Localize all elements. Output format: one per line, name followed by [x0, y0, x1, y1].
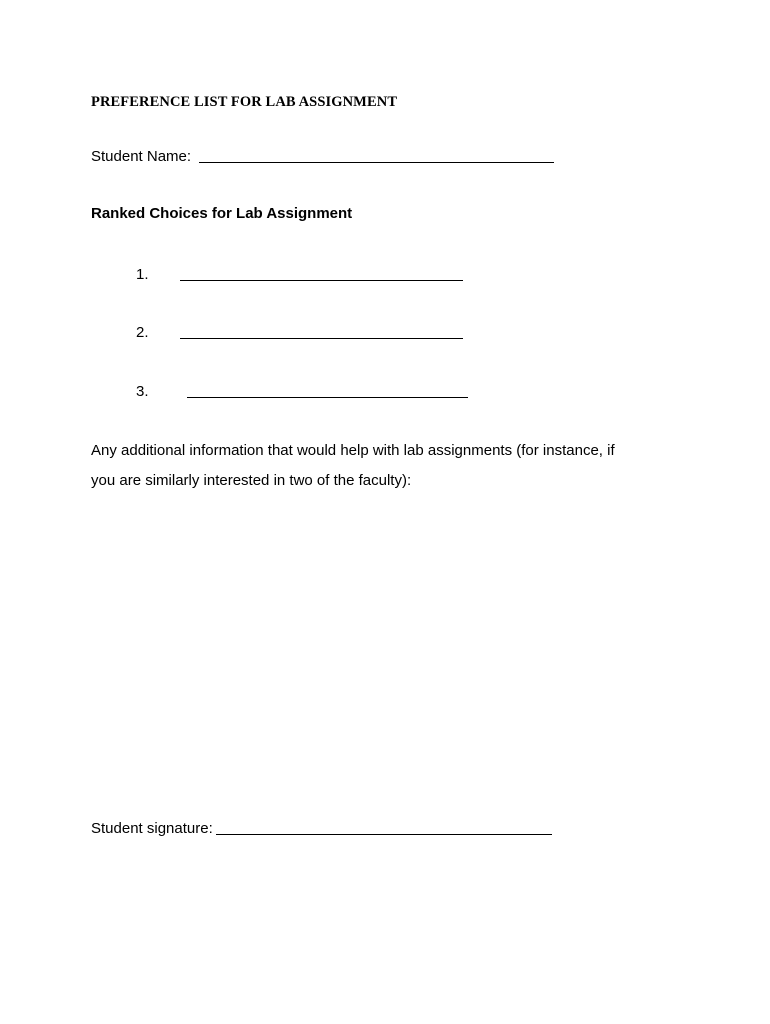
additional-info-prompt — [91, 436, 711, 496]
choice-number: 3. — [136, 383, 149, 400]
choice-number: 1. — [136, 266, 149, 283]
choice-field-2[interactable] — [180, 324, 463, 339]
student-name-field[interactable] — [199, 148, 554, 163]
additional-info-line: Any additional information that would help with lab assignments (for instance, if — [91, 442, 615, 459]
signature-field[interactable] — [216, 820, 552, 835]
additional-info-line: you are similarly interested in two of the faculty): — [91, 472, 412, 489]
choice-row-3 — [136, 381, 468, 400]
choice-row-1 — [136, 264, 463, 283]
student-name-label: Student Name: — [91, 148, 192, 165]
choice-row-2 — [136, 322, 463, 341]
signature-label: Student signature: — [91, 820, 213, 837]
form-title: PREFERENCE LIST FOR LAB ASSIGNMENT — [91, 94, 398, 110]
signature-row — [91, 818, 552, 837]
choice-number: 2. — [136, 324, 149, 341]
choice-field-3[interactable] — [187, 383, 468, 398]
student-name-row — [91, 146, 554, 165]
choice-field-1[interactable] — [180, 266, 463, 281]
ranked-choices-heading: Ranked Choices for Lab Assignment — [91, 205, 353, 222]
